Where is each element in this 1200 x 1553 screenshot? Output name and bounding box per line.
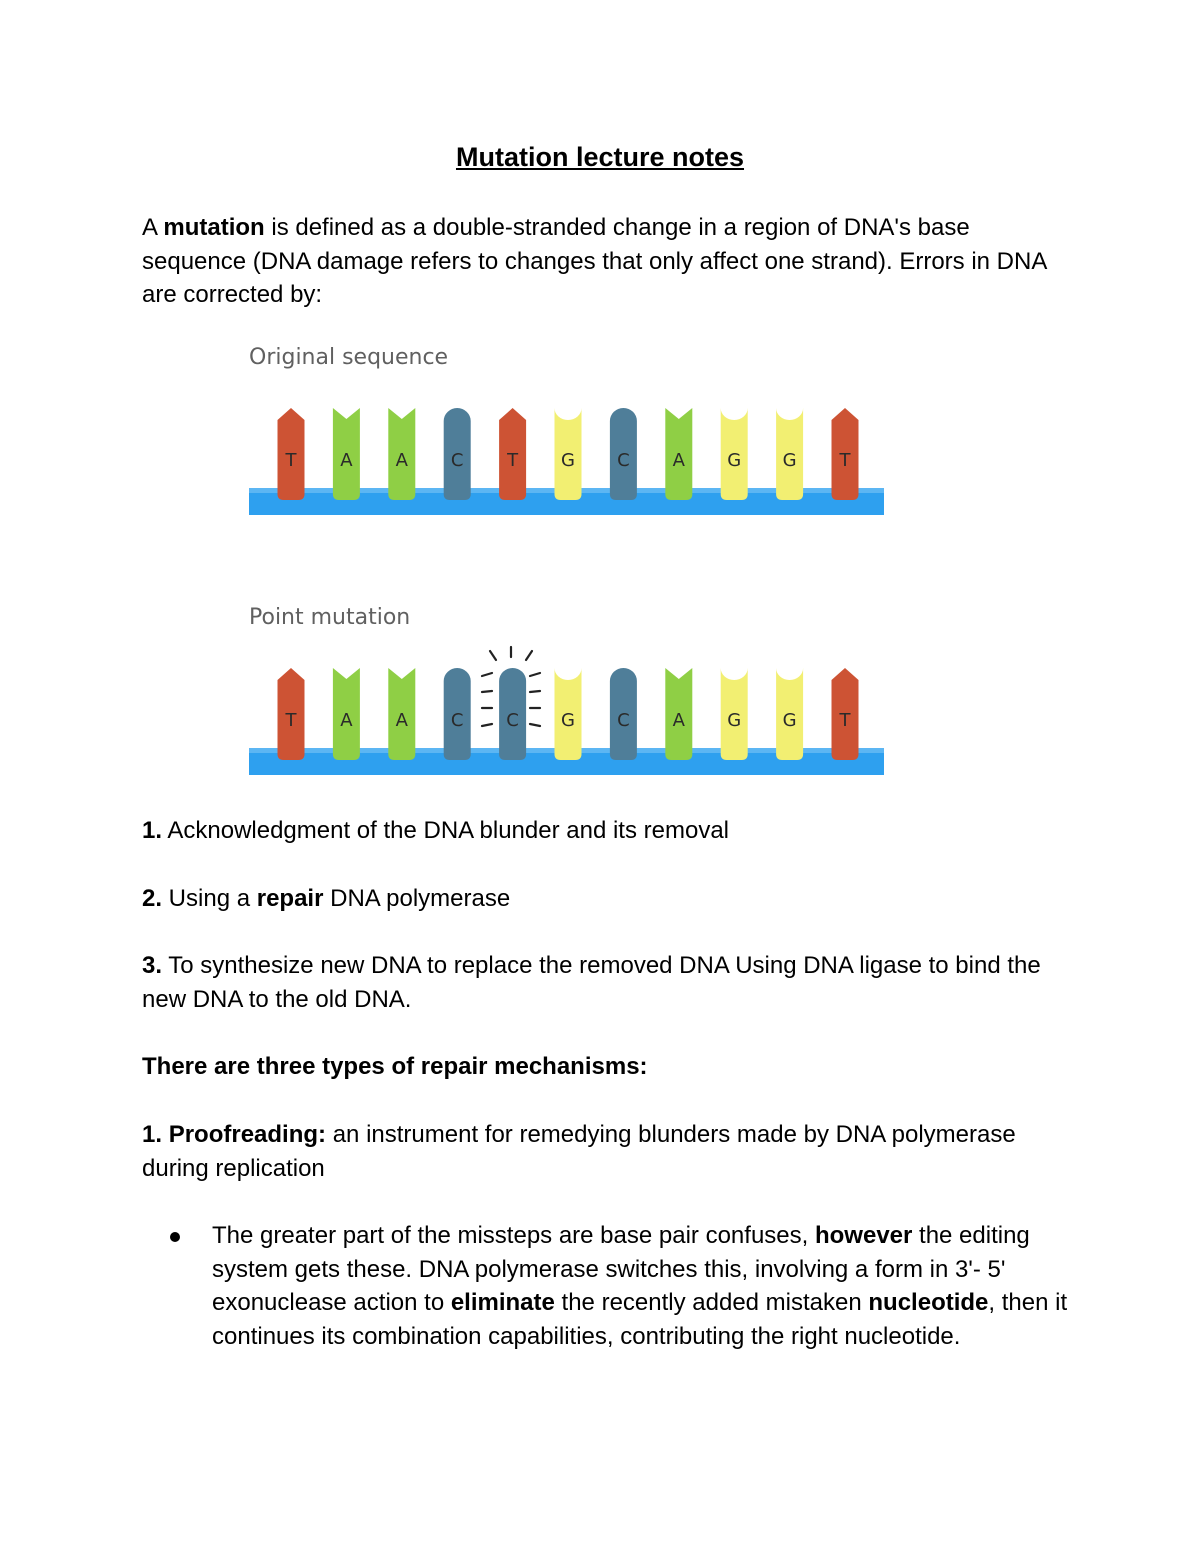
original-base-1-letter: T [285,450,297,471]
mutated-base-2-letter: A [340,710,353,731]
step-2-term-repair: repair [256,885,324,912]
step-3-text: To synthesize new DNA to replace the removed DNA Using DNA ligase to bind the new DNA to the old DNA. [142,952,1041,1013]
page-title: Mutation lecture notes [455,142,745,172]
bullet-item [212,1219,1082,1353]
original-sequence-label: Original sequence [249,345,449,370]
original-bases-row [278,408,859,500]
point-mutation-label: Point mutation [249,605,411,630]
mutated-base-8-letter: A [672,710,685,731]
bullet-dot [170,1232,180,1242]
step-1-text: Acknowledgment of the DNA blunder and its removal [162,817,729,844]
original-base-6-letter: G [561,450,575,471]
intro-text-start: A [142,214,164,241]
mechanisms-heading-text: There are three types of repair mechanisms: [142,1053,648,1080]
bullet-text-2: the editing system gets these. DNA polymerase switches this, involving a form in 3'- 5' exonuclease action to [212,1222,1030,1316]
bullet-term-however: however [814,1222,913,1249]
mechanisms-heading [142,1050,1072,1084]
original-base-4-letter: C [450,450,464,471]
original-base-7-letter: C [617,450,630,471]
mutated-base-7-letter: C [617,710,630,731]
mutated-base-9-letter: G [727,710,742,731]
original-base-9-letter: G [727,450,742,471]
bullet-text-1: The greater part of the missteps are base pair confuses, [212,1222,815,1249]
intro-text-rest: is defined as a double-stranded change in a region of DNA's base sequence (DNA damage refers to changes that only affect one strand). Errors in DNA are corrected by: [142,214,1047,308]
mutated-base-6-letter: G [561,710,575,731]
original-base-11-letter: T [839,450,851,471]
mutated-base-3-letter: A [395,710,408,731]
mutated-base-5-letter: C [506,710,519,731]
original-base-2-letter: A [340,450,353,471]
original-base-10-letter: G [782,450,797,471]
step-1-number: 1. [142,817,163,844]
step-2-text-end: DNA polymerase [323,885,511,912]
step-3-number: 3. [142,952,163,979]
mutated-bases-row [278,668,859,760]
mutated-base-10-letter: G [782,710,797,731]
bullet-term-eliminate: eliminate [450,1289,555,1316]
proofreading-number: 1. [142,1121,163,1148]
step-2-text-start: Using a [162,885,257,912]
bullet-text-4: , then it continues its combination capabilities, contributing the right nucleotide. [212,1289,1068,1350]
bullet-text-3: the recently added mistaken [554,1289,869,1316]
intro-term-mutation: mutation [163,214,265,241]
original-base-8-letter: A [672,450,685,471]
proofreading-paragraph [142,1118,1072,1185]
step-3 [142,949,1072,1016]
dna-mutation-figure [240,335,900,785]
original-base-3-letter: A [395,450,408,471]
mutated-base-4-letter: C [450,710,464,731]
step-2 [142,882,1072,916]
mutated-base-11-letter: T [839,710,851,731]
intro-paragraph [142,211,1072,312]
proofreading-label: Proofreading: [168,1121,327,1148]
original-base-5-letter: T [507,450,519,471]
proofreading-text: an instrument for remedying blunders made by DNA polymerase during replication [142,1121,1016,1182]
bullet-term-nucleotide: nucleotide [868,1289,989,1316]
mutated-base-1-letter: T [285,710,297,731]
step-2-number: 2. [142,885,163,912]
step-1 [142,814,1072,848]
